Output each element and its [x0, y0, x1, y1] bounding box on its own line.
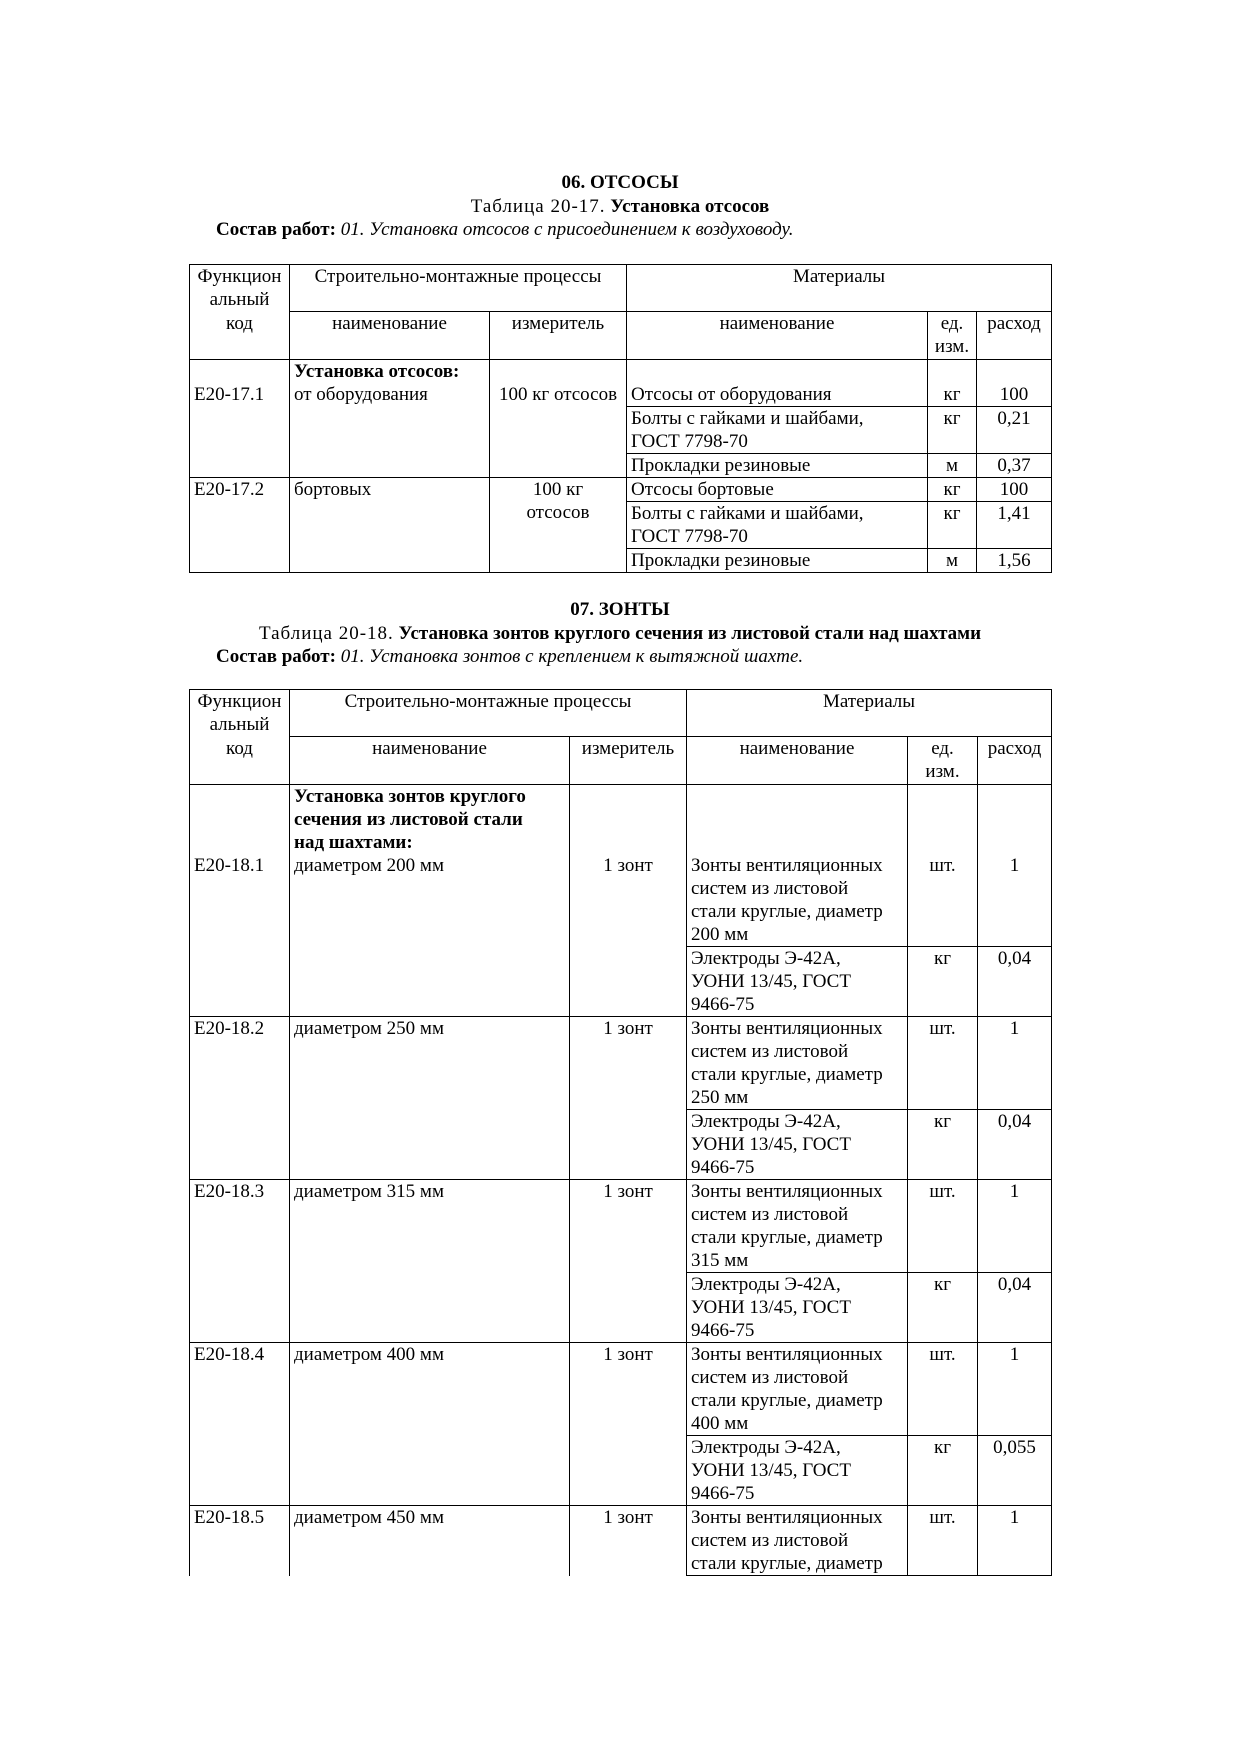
header-processes: Строительно-монтажные процессы	[290, 690, 687, 737]
row-name: бортовых	[290, 477, 490, 501]
material-qty: 1	[978, 785, 1052, 947]
header-consumption: расход	[977, 312, 1052, 360]
row-measure: 100 кг отсосов	[490, 360, 627, 407]
material-qty: 1	[978, 1343, 1052, 1436]
material-unit: шт.	[908, 1506, 978, 1576]
row-code: Е20-17.2	[190, 477, 290, 501]
table-caption-20-18: Таблица 20-18. Установка зонтов круглого сечения из листовой стали над шахтами	[258, 623, 982, 644]
header-mat-name: наименование	[627, 312, 928, 360]
material-unit: кг	[928, 406, 977, 453]
row-name: диаметром 250 мм	[290, 1017, 570, 1110]
material-unit: кг	[928, 360, 977, 407]
material-qty: 1,56	[977, 548, 1052, 572]
header-mat-name: наименование	[687, 737, 908, 785]
row-measure: 100 кг	[490, 477, 627, 501]
material-name: Отсосы от оборудования	[627, 360, 928, 407]
material-name: Прокладки резиновые	[627, 548, 928, 572]
material-name: Болты с гайками и шайбами, ГОСТ 7798-70	[627, 406, 928, 453]
material-qty: 1	[978, 1180, 1052, 1273]
header-func-code-kod: код	[190, 737, 290, 785]
header-name: наименование	[290, 312, 490, 360]
material-name: Зонты вентиляционных систем из листовой стали круглые, диаметр	[687, 1506, 908, 1576]
material-unit: м	[928, 548, 977, 572]
material-qty: 0,21	[977, 406, 1052, 453]
row-measure: 1 зонт	[570, 1343, 687, 1436]
material-qty: 0,04	[978, 1273, 1052, 1343]
material-unit: кг	[908, 947, 978, 1017]
work-composition-2: Состав работ: 01. Установка зонтов с креплением к вытяжной шахте.	[216, 646, 804, 667]
material-qty: 0,055	[978, 1436, 1052, 1506]
header-measure: измеритель	[570, 737, 687, 785]
material-unit: кг	[908, 1273, 978, 1343]
material-qty: 100	[977, 477, 1052, 501]
row-code: Е20-18.1	[190, 785, 290, 947]
table-20-18	[189, 689, 1052, 1576]
row-measure: 1 зонт	[570, 1017, 687, 1110]
row-name: диаметром 315 мм	[290, 1180, 570, 1273]
row-measure-cont: отсосов	[490, 501, 627, 548]
material-name: Прокладки резиновые	[627, 453, 928, 477]
row-name: Установка зонтов круглого сечения из листовой стали над шахтами: диаметром 200 мм	[290, 785, 570, 947]
material-unit: кг	[908, 1436, 978, 1506]
material-qty: 100	[977, 360, 1052, 407]
work-composition-1: Состав работ: 01. Установка отсосов с присоединением к воздуховоду.	[216, 219, 794, 240]
material-qty: 1	[978, 1506, 1052, 1576]
material-name: Электроды Э-42А, УОНИ 13/45, ГОСТ 9466-75	[687, 1110, 908, 1180]
header-func-code-kod: код	[190, 312, 290, 360]
material-name: Электроды Э-42А, УОНИ 13/45, ГОСТ 9466-75	[687, 1436, 908, 1506]
material-qty: 1,41	[977, 501, 1052, 548]
header-consumption: расход	[978, 737, 1052, 785]
material-name: Электроды Э-42А, УОНИ 13/45, ГОСТ 9466-75	[687, 1273, 908, 1343]
row-code: Е20-18.5	[190, 1506, 290, 1576]
header-materials: Материалы	[687, 690, 1052, 737]
material-name: Электроды Э-42А, УОНИ 13/45, ГОСТ 9466-75	[687, 947, 908, 1017]
table-caption-20-17: Таблица 20-17. Установка отсосов	[470, 196, 770, 217]
material-unit: шт.	[908, 1017, 978, 1110]
material-name: Болты с гайками и шайбами, ГОСТ 7798-70	[627, 501, 928, 548]
material-name: Зонты вентиляционных систем из листовой стали круглые, диаметр 315 мм	[687, 1180, 908, 1273]
material-unit: кг	[908, 1110, 978, 1180]
material-name: Отсосы бортовые	[627, 477, 928, 501]
row-name: Установка отсосов: от оборудования	[290, 360, 490, 407]
row-code: Е20-17.1	[190, 360, 290, 407]
section-heading-otsosy: 06. ОТСОСЫ	[561, 172, 679, 193]
material-unit: шт.	[908, 1343, 978, 1436]
row-measure: 1 зонт	[570, 785, 687, 947]
material-qty: 0,04	[978, 947, 1052, 1017]
header-unit: ед. изм.	[908, 737, 978, 785]
material-qty: 0,37	[977, 453, 1052, 477]
header-func-code: Функцион альный	[190, 265, 290, 312]
row-name: диаметром 450 мм	[290, 1506, 570, 1576]
material-qty: 1	[978, 1017, 1052, 1110]
material-name: Зонты вентиляционных систем из листовой стали круглые, диаметр 200 мм	[687, 785, 908, 947]
material-name: Зонты вентиляционных систем из листовой стали круглые, диаметр 250 мм	[687, 1017, 908, 1110]
section-heading-zonty: 07. ЗОНТЫ	[570, 599, 670, 620]
row-name: диаметром 400 мм	[290, 1343, 570, 1436]
row-code: Е20-18.2	[190, 1017, 290, 1110]
row-code: Е20-18.3	[190, 1180, 290, 1273]
material-qty: 0,04	[978, 1110, 1052, 1180]
header-unit: ед. изм.	[928, 312, 977, 360]
material-unit: кг	[928, 501, 977, 548]
header-materials: Материалы	[627, 265, 1052, 312]
material-unit: шт.	[908, 785, 978, 947]
row-code: Е20-18.4	[190, 1343, 290, 1436]
header-func-code: Функцион альный	[190, 690, 290, 737]
header-name: наименование	[290, 737, 570, 785]
header-processes: Строительно-монтажные процессы	[290, 265, 627, 312]
material-unit: кг	[928, 477, 977, 501]
material-unit: м	[928, 453, 977, 477]
row-measure: 1 зонт	[570, 1506, 687, 1576]
row-measure: 1 зонт	[570, 1180, 687, 1273]
material-name: Зонты вентиляционных систем из листовой стали круглые, диаметр 400 мм	[687, 1343, 908, 1436]
header-measure: измеритель	[490, 312, 627, 360]
table-20-17	[189, 264, 1052, 573]
material-unit: шт.	[908, 1180, 978, 1273]
